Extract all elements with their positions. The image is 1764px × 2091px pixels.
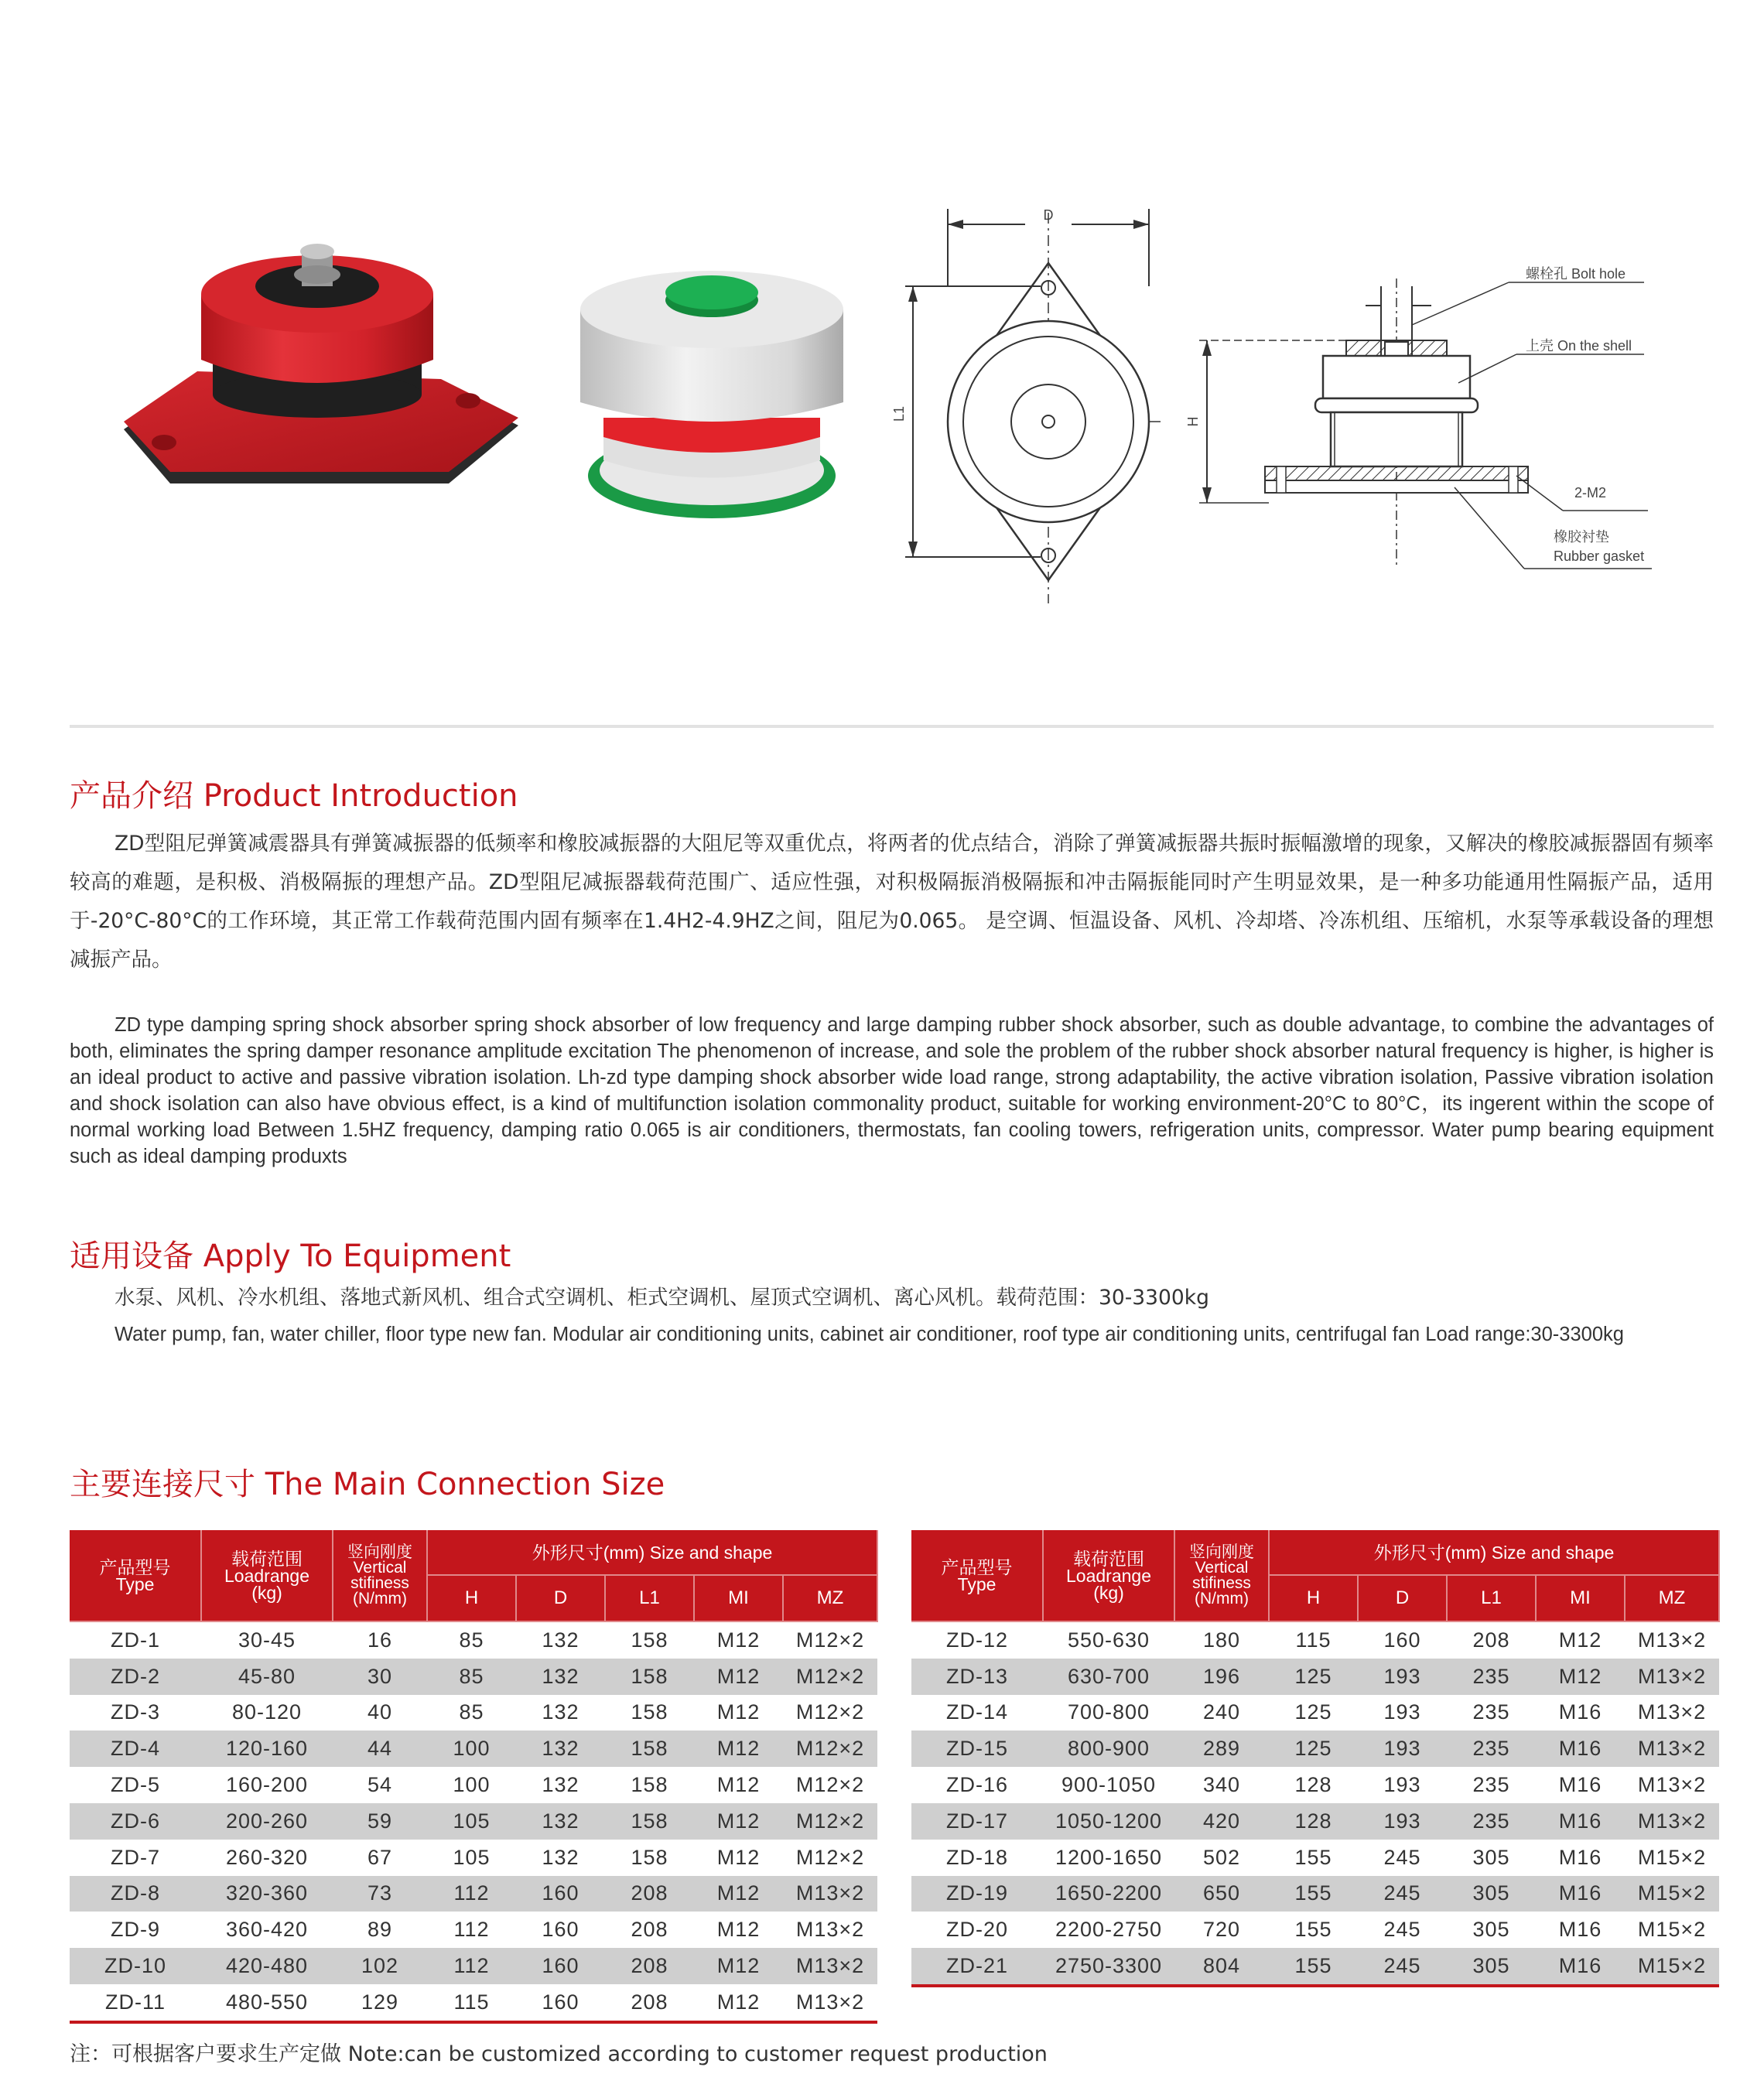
intro-text-en: ZD type damping spring shock absorber spring shock absorber of low frequency and large damping rubber shock absorber, such as double advantage, to combine the advantages of both, eliminates the spring damper resonance amplitude excitation The phenomenon of increase, and sole the problem of the rubber shock absorber natural frequency is higher, is higher is an ideal product to active and passive vibration isolation. Lh-zd type damping shock absorber wide load range, strong adaptability, the active vibration isolation, Passive vibration isolation and shock isolation can also have obvious effect, is a kind of multifunction isolation commonality product, suitable for working environment-20°C to 80°C，its ingerent within the scope of normal working load Between 1.5HZ frequency, damping ratio 0.065 is air conditioners, thermostats, fan cooling towers, refrigeration units, compressor. Water pump bearing equipment such as ideal damping produxts	[70, 1014, 1714, 1167]
cell-mi: M16	[1558, 1700, 1602, 1724]
cell-loadrange: 630-700	[1043, 1659, 1174, 1695]
cell-d: 132	[542, 1700, 579, 1724]
cell-l1: 208	[1472, 1628, 1510, 1652]
cell-loadrange: 420-480	[201, 1948, 333, 1984]
cell-stiffness: 67	[367, 1845, 393, 1869]
cell-l1: 158	[605, 1659, 694, 1695]
cell-stiffness: 30	[333, 1659, 427, 1695]
cell-l1: 235	[1447, 1803, 1536, 1840]
cell-h: 85	[459, 1628, 484, 1652]
cell-l1: 235	[1472, 1700, 1510, 1724]
cell-l1: 235	[1447, 1659, 1536, 1695]
cell-loadrange: 320-360	[201, 1876, 333, 1912]
header-d: D	[1358, 1575, 1447, 1621]
cell-d: 132	[542, 1845, 579, 1869]
cell-d: 160	[516, 1876, 605, 1912]
cell-type: ZD-13	[911, 1659, 1043, 1695]
cell-type: ZD-15	[911, 1731, 1043, 1767]
cell-mi: M16	[1536, 1948, 1625, 1986]
table-row	[70, 1876, 877, 1912]
cell-type: ZD-11	[70, 1984, 201, 2022]
cell-mi: M16	[1536, 1876, 1625, 1912]
cell-mz: M12×2	[783, 1803, 877, 1840]
cell-h: 105	[427, 1803, 516, 1840]
cell-stiffness: 804	[1174, 1948, 1269, 1986]
header-size-and-shape: 外形尺寸(mm) Size and shape	[1269, 1530, 1719, 1575]
cell-h: 155	[1294, 1918, 1332, 1942]
cell-d: 193	[1358, 1659, 1447, 1695]
cell-d: 132	[516, 1731, 605, 1767]
cell-l1: 305	[1447, 1948, 1536, 1986]
white-shock-absorber-photo	[580, 263, 843, 526]
cell-stiffness: 16	[367, 1628, 393, 1652]
cell-l1: 305	[1472, 1845, 1510, 1869]
cell-loadrange: 480-550	[201, 1984, 333, 2022]
cell-l1: 158	[605, 1731, 694, 1767]
cell-mi: M12	[1536, 1659, 1625, 1695]
cell-d: 132	[542, 1628, 579, 1652]
cell-loadrange: 160-200	[225, 1773, 309, 1797]
shell-annotation: 上壳 On the shell	[1526, 338, 1632, 354]
cell-h: 128	[1269, 1803, 1358, 1840]
cell-mz: M13×2	[1637, 1700, 1707, 1724]
cell-stiffness: 650	[1174, 1876, 1269, 1912]
cell-h: 85	[427, 1659, 516, 1695]
section-divider	[70, 725, 1714, 728]
table-row	[70, 1948, 877, 1984]
gasket-annotation-en: Rubber gasket	[1554, 548, 1645, 564]
footnote: 注：可根据客户要求生产定做 Note:can be customized according to customer request production	[70, 2042, 1048, 2066]
table-row	[70, 1912, 877, 1948]
table-row	[70, 1984, 877, 2022]
cell-type: ZD-7	[111, 1845, 160, 1869]
cell-stiffness: 340	[1202, 1773, 1241, 1797]
cell-loadrange: 1050-1200	[1043, 1803, 1174, 1840]
cell-d: 132	[516, 1803, 605, 1840]
bolt-hole-annotation: 螺栓孔 Bolt hole	[1526, 266, 1626, 282]
cell-mz: M13×2	[783, 1876, 877, 1912]
cell-mi: M12	[694, 1731, 783, 1767]
cell-h: 85	[459, 1700, 484, 1724]
gasket-annotation-cn: 橡胶衬垫	[1554, 529, 1609, 545]
header-size-and-shape: 外形尺寸(mm) Size and shape	[427, 1530, 877, 1575]
cell-mz: M13×2	[1625, 1731, 1719, 1767]
cell-l1: 158	[631, 1628, 668, 1652]
cell-loadrange: 45-80	[201, 1659, 333, 1695]
cell-h: 115	[427, 1984, 516, 2022]
connection-size-table-right	[911, 1530, 1720, 1987]
cell-l1: 158	[631, 1845, 668, 1869]
cell-mz: M12×2	[795, 1845, 865, 1869]
table-row	[911, 1767, 1719, 1803]
table-row	[70, 1659, 877, 1695]
header-mi: MI	[1536, 1575, 1625, 1621]
cell-stiffness: 54	[367, 1773, 393, 1797]
intro-text-cn: ZD型阻尼弹簧减震器具有弹簧减振器的低频率和橡胶减振器的大阻尼等双重优点，将两者的优点结合，消除了弹簧减振器共振时振幅激增的现象，又解决的橡胶减振器固有频率较高的难题，是积极、消极隔振的理想产品。ZD型阻尼减振器载荷范围广、适应性强，对积极隔振消极隔振和冲击隔振能同时产生明显效果，是一种多功能通用性隔振产品，适用于-20°C-80°C的工作环境，其正常工作载荷范围内固有频率在1.4H2-4.9HZ之间，阻尼为0.065。 是空调、恒温设备、风机、冷却塔、冷冻机组、压缩机，水泵等承载设备的理想减振产品。	[70, 832, 1714, 972]
cell-d: 193	[1358, 1731, 1447, 1767]
cell-mz: M15×2	[1625, 1948, 1719, 1986]
cell-d: 160	[516, 1948, 605, 1984]
cell-h: 125	[1269, 1731, 1358, 1767]
cell-l1: 208	[605, 1876, 694, 1912]
cell-type: ZD-10	[70, 1948, 201, 1984]
cell-d: 245	[1383, 1918, 1421, 1942]
cell-l1: 158	[631, 1700, 668, 1724]
table-row	[911, 1659, 1719, 1695]
cell-type: ZD-20	[945, 1918, 1008, 1942]
cell-mi: M16	[1536, 1803, 1625, 1840]
cell-mz: M15×2	[1637, 1845, 1707, 1869]
red-shock-absorber-photo	[116, 240, 526, 503]
cell-d: 160	[542, 1918, 579, 1942]
cell-stiffness: 420	[1174, 1803, 1269, 1840]
dim-h-label: H	[1185, 416, 1201, 427]
cell-h: 125	[1294, 1700, 1332, 1724]
cell-type: ZD-12	[945, 1628, 1008, 1652]
cell-mi: M16	[1558, 1773, 1602, 1797]
header-mz: MZ	[783, 1575, 877, 1621]
equipment-title: 适用设备 Apply To Equipment	[70, 1239, 511, 1274]
header-loadrange: 载荷范围 Loadrange (kg)	[201, 1530, 333, 1621]
cell-mz: M13×2	[795, 1918, 865, 1942]
cell-type: ZD-19	[911, 1876, 1043, 1912]
header-l1: L1	[1447, 1575, 1536, 1621]
dim-l1-label: L1	[891, 405, 907, 422]
cell-mz: M12×2	[783, 1731, 877, 1767]
cell-mz: M12×2	[795, 1628, 865, 1652]
cell-mi: M12	[716, 1773, 761, 1797]
cell-mi: M12	[716, 1845, 761, 1869]
cell-l1: 235	[1472, 1773, 1510, 1797]
table-row	[911, 1695, 1719, 1731]
cell-loadrange: 1200-1650	[1055, 1845, 1163, 1869]
header-stiffness: 竖向刚度 Vertical stifiness (N/mm)	[333, 1530, 427, 1621]
cell-stiffness: 44	[333, 1731, 427, 1767]
cell-l1: 208	[605, 1984, 694, 2022]
cell-mi: M16	[1558, 1845, 1602, 1869]
cell-loadrange: 360-420	[225, 1918, 309, 1942]
cell-l1: 305	[1472, 1918, 1510, 1942]
cell-h: 100	[427, 1731, 516, 1767]
cell-mi: M12	[1558, 1628, 1602, 1652]
cell-stiffness: 180	[1202, 1628, 1241, 1652]
table-row	[70, 1803, 877, 1840]
cell-d: 193	[1383, 1773, 1421, 1797]
cell-stiffness: 240	[1202, 1700, 1241, 1724]
cell-mi: M12	[694, 1984, 783, 2022]
cell-stiffness: 196	[1174, 1659, 1269, 1695]
top-view-drawing	[890, 201, 1199, 611]
cell-mz: M13×2	[783, 1984, 877, 2022]
cell-d: 245	[1358, 1948, 1447, 1986]
cell-d: 245	[1383, 1845, 1421, 1869]
cell-stiffness: 720	[1202, 1918, 1241, 1942]
cell-type: ZD-18	[945, 1845, 1008, 1869]
cell-type: ZD-4	[70, 1731, 201, 1767]
cell-mz: M12×2	[795, 1773, 865, 1797]
cell-d: 132	[542, 1773, 579, 1797]
cell-loadrange: 30-45	[238, 1628, 296, 1652]
cell-h: 128	[1294, 1773, 1332, 1797]
dim-d-label: D	[1043, 207, 1054, 223]
cell-type: ZD-21	[911, 1948, 1043, 1986]
cell-type: ZD-17	[911, 1803, 1043, 1840]
cell-type: ZD-3	[111, 1700, 160, 1724]
cell-stiffness: 502	[1202, 1845, 1241, 1869]
cell-mi: M12	[694, 1948, 783, 1984]
cell-mz: M12×2	[795, 1700, 865, 1724]
cell-d: 245	[1358, 1876, 1447, 1912]
table-row	[911, 1876, 1719, 1912]
cell-d: 160	[516, 1984, 605, 2022]
header-h: H	[427, 1575, 516, 1621]
cell-mz: M13×2	[1637, 1628, 1707, 1652]
header-stiffness: 竖向刚度 Vertical stifiness (N/mm)	[1174, 1530, 1269, 1621]
cell-type: ZD-6	[70, 1803, 201, 1840]
table-row	[70, 1695, 877, 1731]
cell-loadrange: 550-630	[1067, 1628, 1150, 1652]
header-l1: L1	[605, 1575, 694, 1621]
cell-type: ZD-8	[70, 1876, 201, 1912]
cell-mi: M12	[694, 1659, 783, 1695]
equipment-text-cn: 水泵、风机、冷水机组、落地式新风机、组合式空调机、柜式空调机、屋顶式空调机、离心风机。载荷范围：30-3300kg	[115, 1286, 1209, 1310]
cell-mz: M13×2	[1625, 1803, 1719, 1840]
header-mi: MI	[694, 1575, 783, 1621]
cell-mz: M13×2	[1637, 1773, 1707, 1797]
cell-l1: 208	[631, 1918, 668, 1942]
cell-loadrange: 120-160	[201, 1731, 333, 1767]
cell-h: 155	[1269, 1876, 1358, 1912]
cell-h: 105	[453, 1845, 491, 1869]
cell-h: 112	[453, 1918, 490, 1942]
cell-h: 100	[453, 1773, 491, 1797]
m2-annotation: 2-M2	[1574, 485, 1607, 501]
table-row	[70, 1731, 877, 1767]
cell-mi: M12	[716, 1628, 761, 1652]
cell-h: 115	[1295, 1628, 1332, 1652]
table-row	[70, 1767, 877, 1803]
cell-type: ZD-16	[945, 1773, 1008, 1797]
cell-loadrange: 2200-2750	[1055, 1918, 1163, 1942]
cell-type: ZD-9	[111, 1918, 160, 1942]
cell-mz: M15×2	[1637, 1918, 1707, 1942]
cell-mz: M13×2	[1625, 1659, 1719, 1695]
table-row	[911, 1803, 1719, 1840]
cell-h: 112	[427, 1876, 516, 1912]
cell-stiffness: 129	[333, 1984, 427, 2022]
cell-d: 132	[516, 1659, 605, 1695]
header-mz: MZ	[1625, 1575, 1719, 1621]
table-row	[911, 1840, 1719, 1876]
cell-mi: M12	[716, 1918, 761, 1942]
cell-loadrange: 900-1050	[1061, 1773, 1157, 1797]
cell-h: 125	[1269, 1659, 1358, 1695]
cell-stiffness: 73	[333, 1876, 427, 1912]
intro-title: 产品介绍 Product Introduction	[70, 778, 518, 814]
cell-d: 193	[1383, 1700, 1421, 1724]
cell-l1: 158	[605, 1803, 694, 1840]
cell-stiffness: 40	[367, 1700, 393, 1724]
cell-l1: 208	[605, 1948, 694, 1984]
cell-h: 155	[1294, 1845, 1332, 1869]
cell-mz: M13×2	[783, 1948, 877, 1984]
cell-mz: M12×2	[783, 1659, 877, 1695]
table-row	[911, 1621, 1719, 1659]
cell-loadrange: 800-900	[1043, 1731, 1174, 1767]
header-loadrange: 载荷范围 Loadrange (kg)	[1043, 1530, 1174, 1621]
header-d: D	[516, 1575, 605, 1621]
cell-l1: 235	[1447, 1731, 1536, 1767]
cell-stiffness: 89	[367, 1918, 393, 1942]
header-type: 产品型号 Type	[70, 1530, 201, 1621]
cell-loadrange: 2750-3300	[1043, 1948, 1174, 1986]
cell-mi: M16	[1536, 1731, 1625, 1767]
cell-stiffness: 289	[1174, 1731, 1269, 1767]
cell-loadrange: 700-800	[1067, 1700, 1150, 1724]
cell-loadrange: 200-260	[201, 1803, 333, 1840]
table-row	[911, 1948, 1719, 1986]
cell-type: ZD-14	[945, 1700, 1008, 1724]
cell-l1: 158	[631, 1773, 668, 1797]
cell-type: ZD-1	[111, 1628, 160, 1652]
cell-d: 160	[1383, 1628, 1421, 1652]
cell-l1: 305	[1447, 1876, 1536, 1912]
table-row	[70, 1621, 877, 1659]
header-h: H	[1269, 1575, 1358, 1621]
table-row	[911, 1731, 1719, 1767]
cell-h: 112	[427, 1948, 516, 1984]
cell-h: 155	[1269, 1948, 1358, 1986]
cell-mi: M12	[694, 1876, 783, 1912]
cell-loadrange: 80-120	[231, 1700, 303, 1724]
cell-loadrange: 260-320	[225, 1845, 309, 1869]
table-row	[911, 1912, 1719, 1948]
cell-stiffness: 59	[333, 1803, 427, 1840]
cell-mi: M12	[716, 1700, 761, 1724]
cell-type: ZD-2	[70, 1659, 201, 1695]
connection-size-table-left	[70, 1530, 878, 2024]
equipment-text-en: Water pump, fan, water chiller, floor type new fan. Modular air conditioning units, cabinet air conditioner, roof type air conditioning units, centrifugal fan Load range:30-3300kg	[115, 1324, 1624, 1345]
header-type: 产品型号 Type	[911, 1530, 1043, 1621]
cell-stiffness: 102	[333, 1948, 427, 1984]
connection-title: 主要连接尺寸 The Main Connection Size	[70, 1467, 665, 1502]
cell-mi: M12	[694, 1803, 783, 1840]
side-view-drawing	[1185, 255, 1671, 580]
cell-type: ZD-5	[111, 1773, 160, 1797]
cell-loadrange: 1650-2200	[1043, 1876, 1174, 1912]
cell-mz: M15×2	[1625, 1876, 1719, 1912]
table-row	[70, 1840, 877, 1876]
cell-mi: M16	[1558, 1918, 1602, 1942]
cell-d: 193	[1358, 1803, 1447, 1840]
